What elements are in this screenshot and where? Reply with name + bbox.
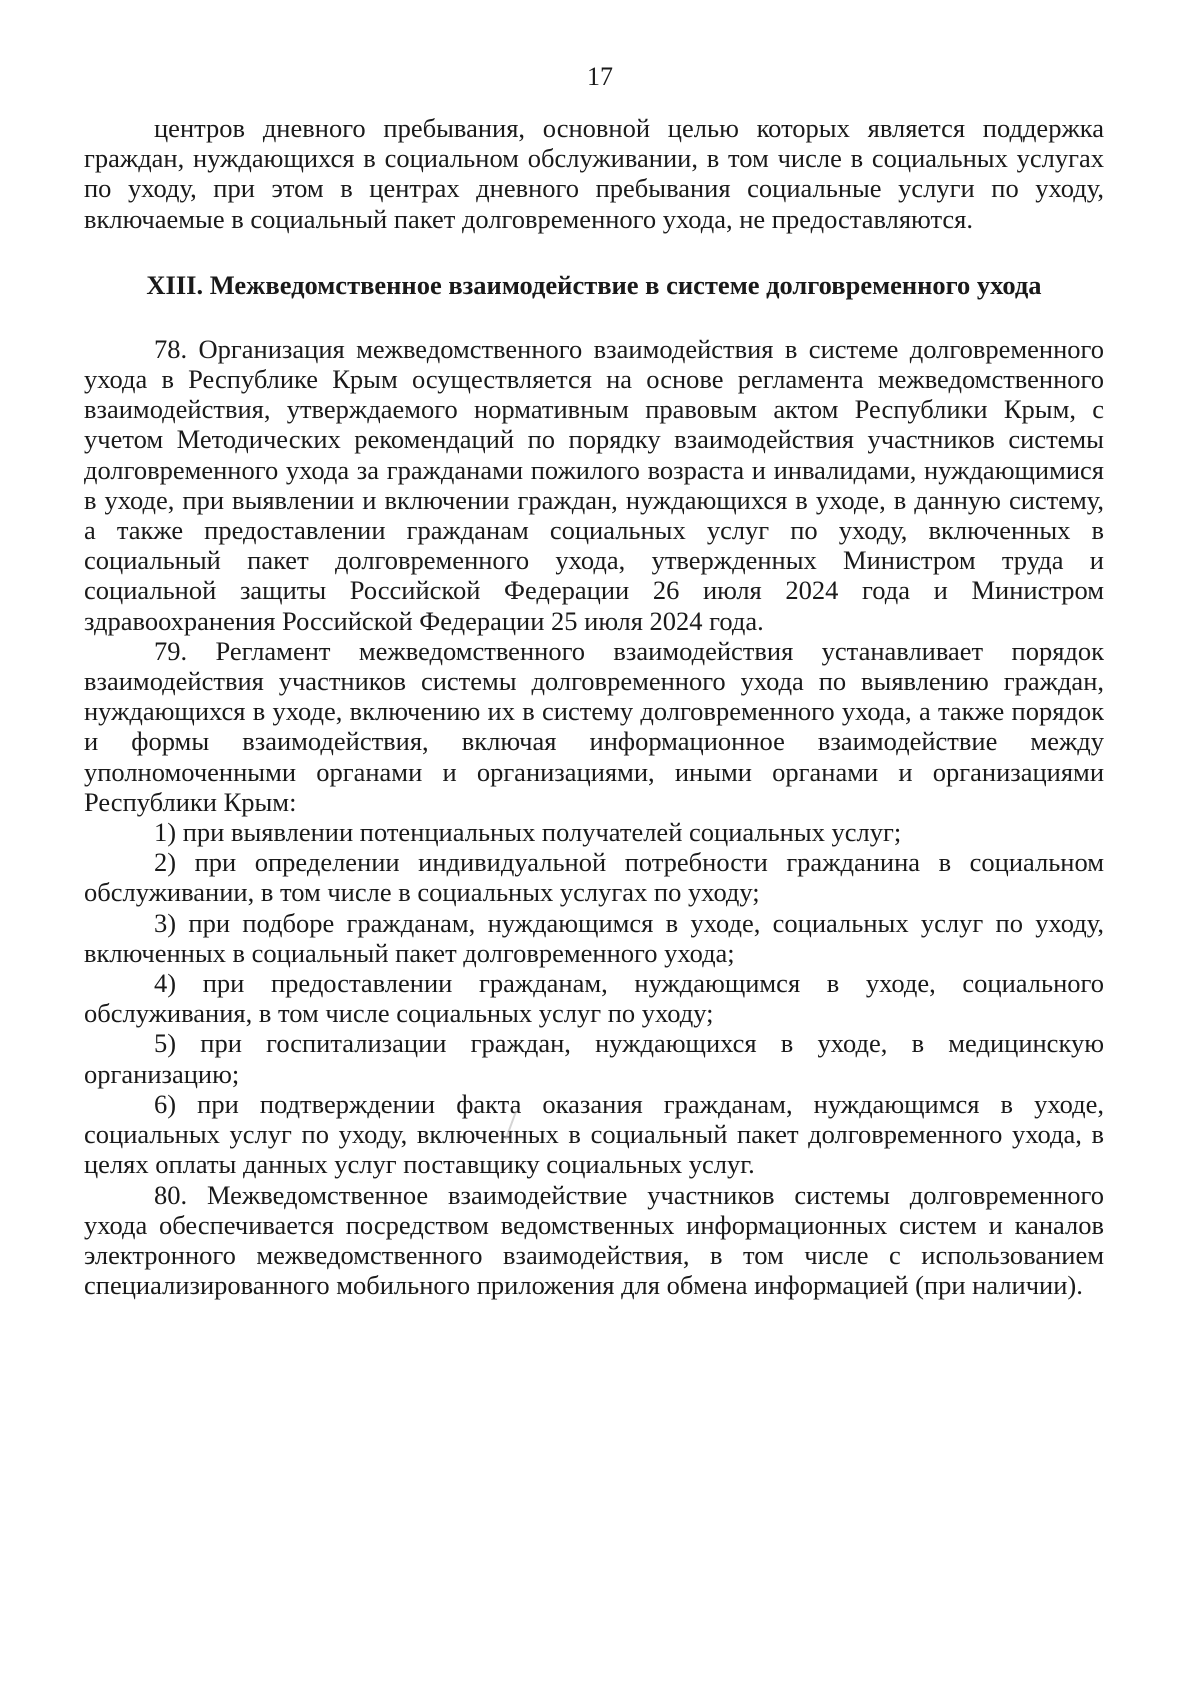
paragraph-80: 80. Межведомственное взаимодействие участников системы долговременного ухода обеспечивается посредством ведомственных информационных систем и каналов электронного межведомственного взаимодействия, в том числе с использованием специализированного мобильного приложения для обмена информацией (при наличии). <box>84 1179 1104 1301</box>
list-item-2: 2) при определении индивидуальной потребности гражданина в социальном обслуживании, в том числе в социальных услугах по уходу; <box>84 847 1104 908</box>
list-item-1: 1) при выявлении потенциальных получателей социальных услуг; <box>154 817 902 848</box>
list-item-3: 3) при подборе гражданам, нуждающимся в уходе, социальных услуг по уходу, включенных в социальный пакет долговременного ухода; <box>84 907 1104 968</box>
page-number: 17 <box>587 62 613 91</box>
list-item-4: 4) при предоставлении гражданам, нуждающимся в уходе, социального обслуживания, в том числе социальных услуг по уходу; <box>84 968 1104 1029</box>
document-body <box>84 113 1104 1300</box>
paragraph-78: 78. Организация межведомственного взаимодействия в системе долговременного ухода в Республике Крым осуществляется на основе регламента межведомственного взаимодействия, утверждаемого нормативным правовым актом Республики Крым, с учетом Методических рекомендаций по порядку взаимодействия участников системы долговременного ухода за гражданами пожилого возраста и инвалидами, нуждающимися в уходе, при выявлении и включении граждан, нуждающихся в уходе, в данную систему, а также предоставлении гражданам социальных услуг по уходу, включенных в социальный пакет долговременного ухода, утвержденных Министром труда и социальной защиты Российской Федерации 26 июля 2024 года и Министром здравоохранения Российской Федерации 25 июля 2024 года. <box>84 333 1104 636</box>
paragraph-79: 79. Регламент межведомственного взаимодействия устанавливает порядок взаимодействия участников системы долговременного ухода по выявлению граждан, нуждающихся в уходе, включению их в систему долговременного ухода, а также порядок и формы взаимодействия, включая информационное взаимодействие между уполномоченными органами и организациями, иными органами и организациями Республики Крым: <box>84 635 1104 817</box>
list-item-5: 5) при госпитализации граждан, нуждающихся в уходе, в медицинскую организацию; <box>84 1028 1104 1089</box>
intro-paragraph: центров дневного пребывания, основной целью которых является поддержка граждан, нуждающихся в социальном обслуживании, в том числе в социальных услугах по уходу, при этом в центрах дневного пребывания социальные услуги по уходу, включаемые в социальный пакет долговременного ухода, не предоставляются. <box>84 113 1104 234</box>
section-heading: XIII. Межведомственное взаимодействие в системе долговременного ухода <box>146 269 1042 300</box>
list-item-6: 6) при подтверждении факта оказания гражданам, нуждающимся в уходе, социальных услуг по уходу, включенных в социальный пакет долговременного ухода, в целях оплаты данных услуг поставщику социальных услуг. <box>84 1088 1104 1180</box>
